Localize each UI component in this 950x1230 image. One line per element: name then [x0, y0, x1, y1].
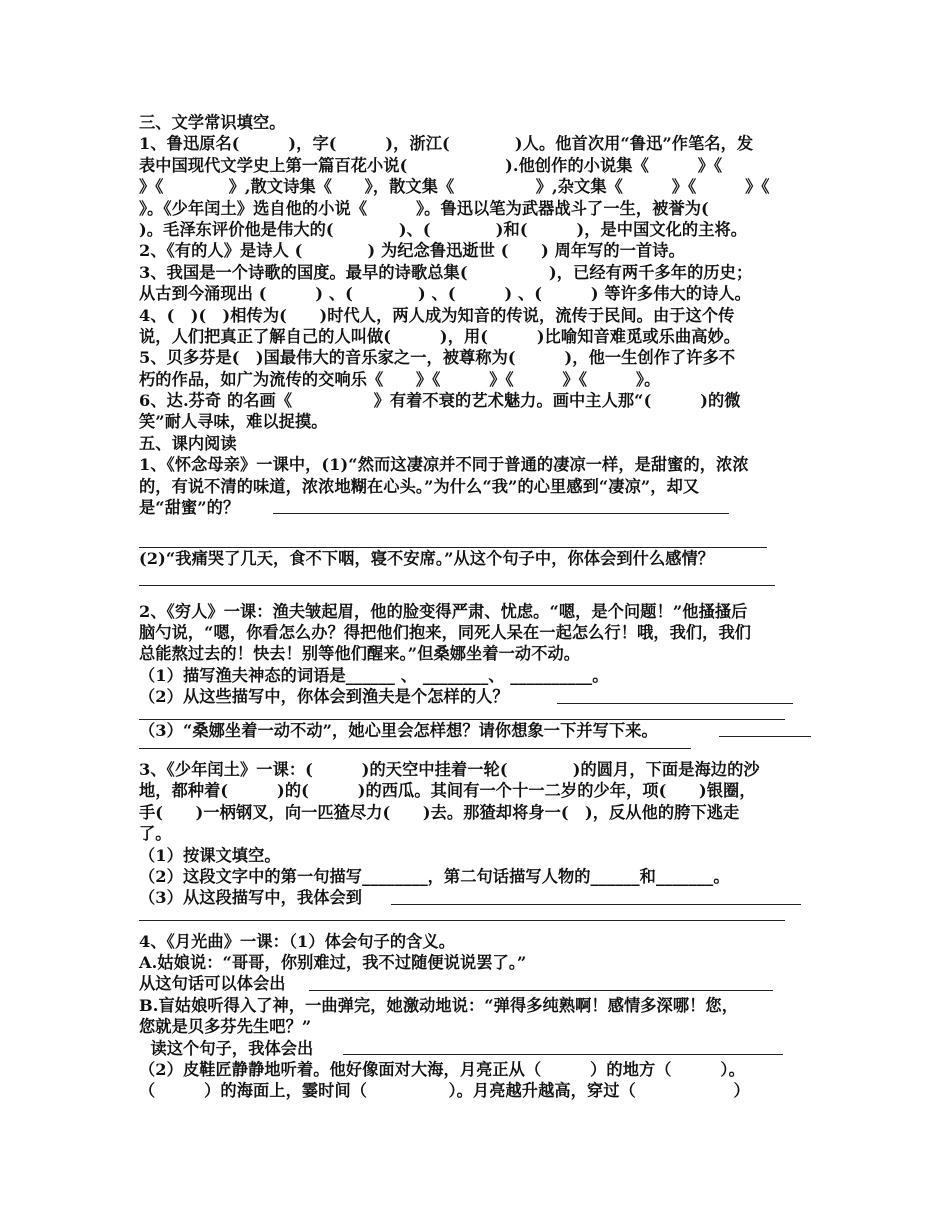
q4-title: 4、《月光曲》一课：（1）体会句子的含义。	[139, 931, 455, 951]
section-3-line-7: 3、我国是一个诗歌的国度。最早的诗歌总集( )，已经有两千多年的历史；	[139, 262, 753, 282]
section-3-line-3: 》《 》,散文诗集《 》，散文集《 》,杂文集《 》《 》《	[139, 177, 770, 197]
worksheet-page	[139, 112, 819, 1102]
section-3-line-8: 从古到今涌现出 ( ) 、( ) 、( ) 、( ) 等许多伟大的诗人。	[139, 284, 751, 304]
q2-text	[139, 601, 819, 665]
section-3-line-14: 笑”耐人寻味，难以捉摸。	[139, 412, 328, 432]
q2-sub1: （1）描写渔夫神态的词语是______ 、 ________、 __________。	[139, 665, 609, 685]
q1-text	[139, 454, 819, 518]
q3-line-3: 手( )一柄钢叉，向一匹猹尽力( )去。那猹却将身一( )，反从他的胯下逃走	[139, 802, 740, 822]
q4-part2-line-2: （ ）的海面上，霎时间（ ）。月亮越升越高，穿过（ ）	[139, 1081, 750, 1101]
section-3-line-4: 》。《少年闰土》选自他的小说《 》。鲁迅以笔为武器战斗了一生，被誉为(	[139, 198, 709, 218]
q1-answer-line-tail[interactable]	[139, 518, 819, 539]
q2-sub2: （2）从这些描写中，你体会到渔夫是个怎样的人？	[139, 687, 509, 707]
q4-a-label: A.姑娘说：“哥哥，你别难过，我不过随便说说罢了。”	[139, 953, 527, 973]
q2-line-2: 脑勺说，“嗯，你看怎么办？得把他们抱来，同死人呆在一起怎么行！哦，我们，我们	[139, 622, 752, 642]
q1-line-1: 1、《怀念母亲》一课中，(1)“然而这凄凉并不同于普通的凄凉一样，是甜蜜的，浓浓	[139, 455, 749, 475]
q4-part2-line-1: （2）皮鞋匠静静地听着。他好像面对大海，月亮正从（ ）的地方（ ）。	[139, 1060, 745, 1080]
q3-line-1: 3、《少年闰土》一课：( )的天空中挂着一轮( )的圆月，下面是海边的沙	[139, 759, 760, 779]
section-3-line-6: 2、《有的人》是诗人 ( ) 为纪念鲁迅逝世 ( ) 周年写的一首诗。	[139, 241, 685, 261]
section-3-line-2: 表中国现代文学史上第一篇百花小说( ).他创作的小说集《 》《	[139, 155, 723, 175]
section-3-title: 三、文学常识填空。	[139, 113, 286, 132]
q3-sub3-answer-line[interactable]	[139, 909, 819, 921]
q4-part2-text	[139, 1059, 819, 1102]
q3-line-4: 了。	[139, 824, 172, 844]
section-5-title: 五、课内阅读	[139, 433, 237, 453]
q4-b-text	[139, 995, 819, 1038]
section-3-line-5: )。毛泽东评价他是伟大的( )、( )和( )，是中国文化的主将。	[139, 219, 748, 239]
q4-a-prompt: 从这句话可以体会出	[139, 974, 286, 994]
q1-part2: (2)“我痛哭了几天，食不下咽，寝不安席。”从这个句子中，你体会到什么感情？	[139, 548, 715, 568]
q1-line-3: 是“甜蜜”的？	[139, 498, 240, 518]
q3-sub1: （1）按课文填空。	[139, 845, 281, 865]
q3-line-2: 地，都种着( )的( )的西瓜。其间有一个十一二岁的少年，项( )银圈，	[139, 781, 756, 801]
q3-sub3: （3）从这段描写中，我体会到	[139, 888, 363, 908]
q4-b-line-1: B.盲姑娘听得入了神，一曲弹完，她激动地说：“弹得多纯熟啊！感情多深哪！您，	[139, 995, 738, 1015]
q4-b-line-2: 您就是贝多芬先生吧？”	[139, 1017, 312, 1037]
section-3-line-10: 说，人们把真正了解自己的人叫做( )，用( )比喻知音难觅或乐曲高妙。	[139, 326, 741, 346]
q2-sub2-answer-line[interactable]	[139, 708, 819, 720]
section-3-line-13: 6、达.芬奇 的名画《 》有着不衰的艺术魅力。画中主人那“( )的微	[139, 391, 741, 411]
q3-text	[139, 759, 819, 845]
q4-b-prompt: 读这个句子，我体会出	[139, 1038, 314, 1058]
section-3-line-12: 朽的作品，如广为流传的交响乐《 》《 》《 》《 》。	[139, 369, 661, 389]
q2-sub3: （3）“桑娜坐着一动不动”，她心里会怎样想？请你想象一下并写下来。	[139, 720, 658, 740]
q1-part2-answer-line[interactable]	[139, 569, 819, 590]
q2-line-1: 2、《穷人》一课：渔夫皱起眉，他的脸变得严肃、忧虑。“嗯，是个问题！”他搔搔后	[139, 601, 748, 621]
q2-sub3-answer-line[interactable]	[139, 741, 819, 749]
section-3-line-9: 4、( )( )相传为( )时代人，两人成为知音的传说，流传于民间。由于这个传	[139, 305, 735, 325]
q1-answer-line[interactable]	[139, 540, 819, 548]
section-3-line-11: 5、贝多芬是( )国最伟大的音乐家之一，被尊称为( )，他一生创作了许多不	[139, 348, 736, 368]
q2-line-3: 总能熬过去的！快去！别等他们醒来。”但桑娜坐着一动不动。	[139, 644, 581, 664]
section-3-line-1: 1、鲁迅原名( )，字( )，浙江( )人。他首次用“鲁迅”作笔名，发	[139, 134, 754, 154]
q3-sub2: （2）这段文字中的第一句描写________，第二句话描写人物的______和_______。	[139, 866, 730, 886]
q1-line-2: 的，有说不清的味道，浓浓地糊在心头。”为什么“我”的心里感到“凄凉”，却又	[139, 476, 700, 496]
section-3-body	[139, 133, 819, 432]
